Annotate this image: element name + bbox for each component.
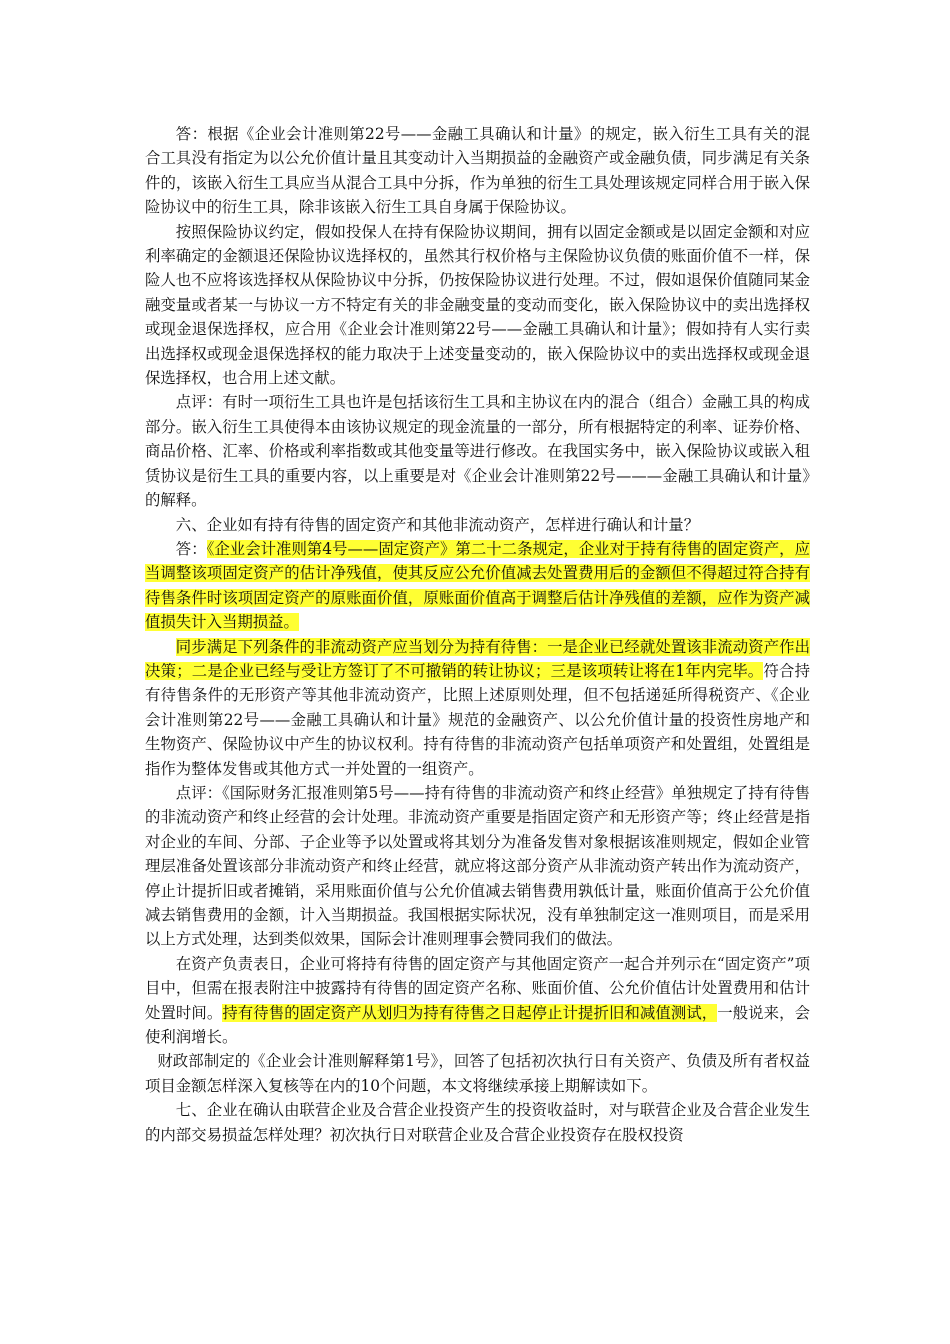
paragraph-question-six	[145, 513, 810, 537]
text-run: 符合持有待售条件的无形资产等其他非流动资产，比照上述原则处理，但不包括递延所得税资产、《企业会计准则第22号——金融工具确认和计量》规范的金融资产、以公允价值计量的投资性房地产和生物资产、保险协议中产生的协议权利。持有待售的非流动资产包括单项资产和处置组，处置组是指作为整体发售或其他方式一并处置的一组资产。	[145, 661, 810, 778]
paragraph-balance-sheet-presentation	[145, 952, 810, 1050]
text-run: 七、企业在确认由联营企业及合营企业投资产生的投资收益时，对与联营企业及合营企业发生的内部交易损益怎样处理？初次执行日对联营企业及合营企业投资存在股权投资	[145, 1101, 810, 1144]
document-body	[145, 122, 810, 1147]
highlighted-text-run: 《企业会计准则第4号——固定资产》第二十二条规定，企业对于持有待售的固定资产，应当调整该项固定资产的估计净残值，使其反应公允价值减去处置费用后的金额但不得超过符合持有待售条件时该项固定资产的原账面价值，原账面价值高于调整后估计净残值的差额，应作为资产减值损失计入当期损益。	[145, 539, 810, 632]
text-run: 在资产负责表日，企业可将持有待售的固定资产与其他固定资产一起合并列示在“固定资产”项目中，但需在报表附注中披露持有待售的固定资产名称、账面价值、公允价值估计处置费用和估计处置时间。	[145, 954, 810, 1022]
highlighted-text-run: 持有待售的固定资产从划归为持有待售之日起停止计提折旧和减值测试，	[222, 1003, 718, 1022]
text-run: 点评：有时一项衍生工具也许是包括该衍生工具和主协议在内的混合（组合）金融工具的构成部分。嵌入衍生工具使得本由该协议规定的现金流量的一部分，所有根据特定的利率、证券价格、商品价格、汇率、价格或利率指数或其他变量等进行修改。在我国实务中，嵌入保险协议或嵌入租赁协议是衍生工具的重要内容，以上重要是对《企业会计准则第22号———金融工具确认和计量》的解释。	[145, 393, 810, 510]
text-run: 点评：《国际财务汇报准则第5号——持有待售的非流动资产和终止经营》单独规定了持有待售的非流动资产和终止经营的会计处理。非流动资产重要是指固定资产和无形资产等；终止经营是指对企业的车间、分部、子企业等予以处置或将其划分为准备发售对象根据该准则规定，假如企业管理层准备处置该部分非流动资产和终止经营，就应将这部分资产从非流动资产转出作为流动资产，停止计提折旧或者摊销，采用账面价值与公允价值减去销售费用孰低计量，账面价值高于公允价值减去销售费用的金额，计入当期损益。我国根据实际状况，没有单独制定这一准则项目，而是采用以上方式处理，达到类似效果，国际会计准则理事会赞同我们的做法。	[145, 783, 810, 949]
text-run: 六、企业如有持有待售的固定资产和其他非流动资产，怎样进行确认和计量？	[175, 515, 700, 534]
paragraph-comment-ifrs5	[145, 781, 810, 952]
paragraph-held-for-sale-conditions	[145, 635, 810, 781]
text-run: 一般说来，会使利润增长。	[145, 1003, 810, 1047]
paragraph-answer-embedded-derivative	[145, 122, 810, 220]
paragraph-answer-held-for-sale	[145, 537, 810, 635]
paragraph-interpretation-intro	[145, 1049, 810, 1098]
text-run: 答：根据《企业会计准则第22号——金融工具确认和计量》的规定，嵌入衍生工具有关的混合工具没有指定为以公允价值计量且其变动计入当期损益的金融资产或金融负债，同步满足有关条件的，该嵌入衍生工具应当从混合工具中分拆，作为单独的衍生工具处理该规定同样合用于嵌入保险协议中的衍生工具，除非该嵌入衍生工具自身属于保险协议。	[145, 125, 810, 217]
text-run: 按照保险协议约定，假如投保人在持有保险协议期间，拥有以固定金额或是以固定金额和对应利率确定的金额退还保险协议选择权的，虽然其行权价格与主保险协议负债的账面价值不一样，保险人也不应将该选择权从保险协议中分拆，仍按保险协议进行处理。不过，假如退保价值随同某金融变量或者某一与协议一方不特定有关的非金融变量的变动而变化，嵌入保险协议中的卖出选择权或现金退保选择权，应合用《企业会计准则第22号——金融工具确认和计量》；假如持有人实行卖出选择权或现金退保选择权的能力取决于上述变量变动的，嵌入保险协议中的卖出选择权或现金退保选择权，也合用上述文献。	[145, 222, 810, 388]
paragraph-question-seven	[145, 1098, 810, 1147]
highlighted-text-run: 同步满足下列条件的非流动资产应当划分为持有待售：一是企业已经就处置该非流动资产作出决策；二是企业已经与受让方签订了不可撤销的转让协议；三是该项转让将在1年内完毕。	[145, 637, 810, 680]
paragraph-comment-derivative	[145, 390, 810, 512]
text-run: 答：	[175, 539, 207, 558]
text-run: 财政部制定的《企业会计准则解释第1号》，回答了包括初次执行日有关资产、负债及所有者权益项目金额怎样深入复核等在内的10个问题，本文将继续承接上期解读如下。	[145, 1052, 810, 1095]
paragraph-insurance-option	[145, 220, 810, 391]
